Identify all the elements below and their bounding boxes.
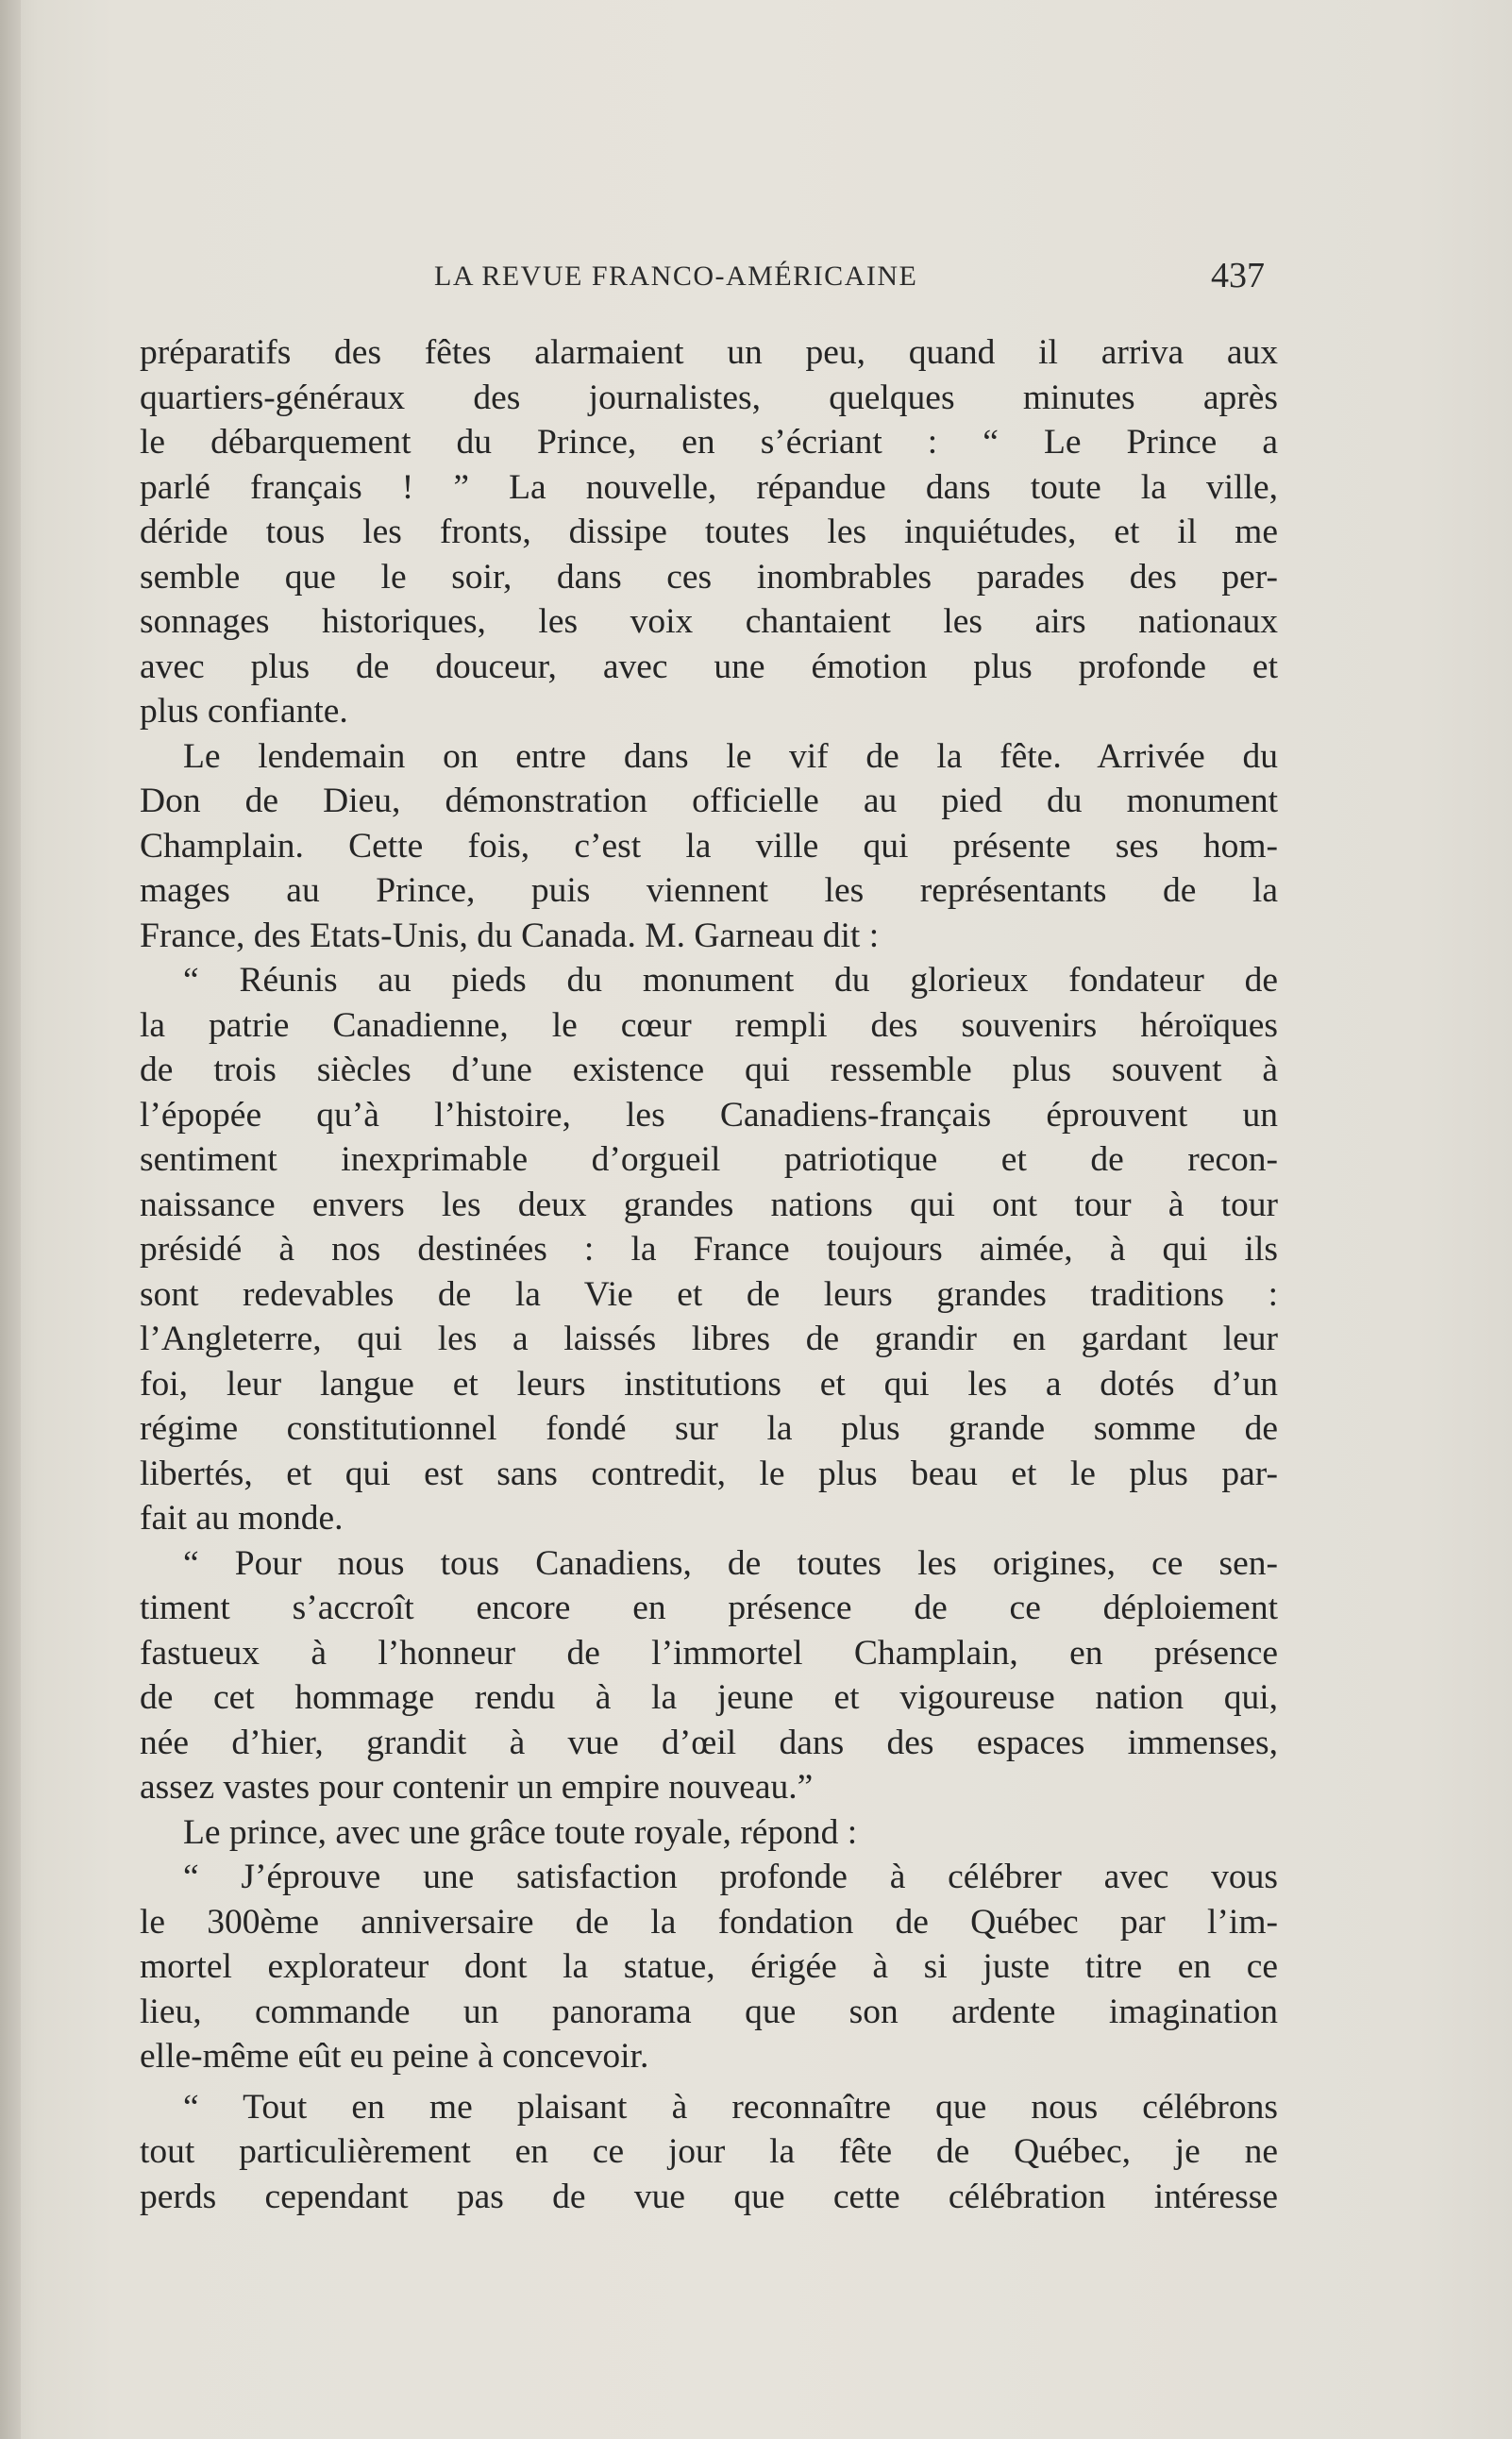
text-line: naissance envers les deux grandes nations qui ont tour à tour	[140, 1185, 1278, 1224]
page-spine-shadow	[0, 0, 21, 2439]
text-line: France, des Etats-Unis, du Canada. M. Garneau dit :	[140, 916, 880, 955]
text-line: Le prince, avec une grâce toute royale, répond :	[183, 1812, 858, 1852]
text-line: foi, leur langue et leurs institutions et qui les a dotés d’un	[140, 1364, 1278, 1404]
text-line: “ J’éprouve une satisfaction profonde à célébrer avec vous	[183, 1858, 1278, 1896]
text-line: fastueux à l’honneur de l’immortel Champlain, en présence	[140, 1633, 1278, 1673]
body-text	[140, 330, 1278, 2219]
text-line: libertés, et qui est sans contredit, le plus beau et le plus par-	[140, 1454, 1278, 1493]
text-line: l’Angleterre, qui les a laissés libres de grandir en gardant leur	[140, 1320, 1278, 1358]
text-line: avec plus de douceur, avec une émotion plus profonde et	[140, 647, 1278, 686]
page-number: 437	[1211, 256, 1265, 295]
text-line: de trois siècles d’une existence qui ressemble plus souvent à	[140, 1051, 1278, 1089]
text-line: Le lendemain on entre dans le vif de la fête. Arrivée du	[183, 736, 1278, 776]
text-line: elle-même eût eu peine à concevoir.	[140, 2037, 649, 2076]
text-line: quartiers-généraux des journalistes, quelques minutes après	[140, 378, 1278, 417]
text-line: “ Réunis au pieds du monument du glorieux fondateur de	[183, 961, 1278, 1000]
text-line: régime constitutionnel fondé sur la plus grande somme de	[140, 1409, 1278, 1448]
text-line: préparatifs des fêtes alarmaient un peu, quand il arriva aux	[140, 333, 1278, 372]
text-line: perds cependant pas de vue que cette célébration intéresse	[140, 2177, 1278, 2216]
running-title: LA REVUE FRANCO-AMÉRICAINE	[434, 261, 918, 292]
text-line: sentiment inexprimable d’orgueil patriotique et de recon-	[140, 1140, 1278, 1179]
text-line: Don de Dieu, démonstration officielle au pied du monument	[140, 782, 1278, 820]
text-line: fait au monde.	[140, 1499, 344, 1538]
text-line: mortel explorateur dont la statue, érigée à si juste titre en ce	[140, 1947, 1278, 1986]
text-line: tout particulièrement en ce jour la fête de Québec, je ne	[140, 2132, 1278, 2171]
text-line: timent s’accroît encore en présence de ce déploiement	[140, 1589, 1278, 1627]
text-line: de cet hommage rendu à la jeune et vigoureuse nation qui,	[140, 1678, 1278, 1717]
text-line: le 300ème anniversaire de la fondation de Québec par l’im-	[140, 1902, 1278, 1942]
text-line: lieu, commande un panorama que son ardente imagination	[140, 1992, 1278, 2031]
text-line: la patrie Canadienne, le cœur rempli des souvenirs héroïques	[140, 1005, 1278, 1045]
text-line: “ Pour nous tous Canadiens, de toutes les origines, ce sen-	[183, 1543, 1278, 1583]
text-line: déride tous les fronts, dissipe toutes les inquiétudes, et il me	[140, 513, 1278, 551]
text-line: “ Tout en me plaisant à reconnaître que nous célébrons	[183, 2087, 1278, 2127]
text-line: le débarquement du Prince, en s’écriant : “ Le Prince a	[140, 423, 1278, 462]
text-line: née d’hier, grandit à vue d’œil dans des espaces immenses,	[140, 1723, 1278, 1762]
text-line: parlé français ! ” La nouvelle, répandue dans toute la ville,	[140, 467, 1278, 507]
text-line: assez vastes pour contenir un empire nouveau.”	[140, 1768, 814, 1807]
text-line: l’épopée qu’à l’histoire, les Canadiens-français éprouvent un	[140, 1095, 1278, 1135]
text-line: Champlain. Cette fois, c’est la ville qui présente ses hom-	[140, 826, 1278, 866]
text-line: mages au Prince, puis viennent les représentants de la	[140, 871, 1278, 910]
text-line: plus confiante.	[140, 692, 348, 731]
text-line: présidé à nos destinées : la France toujours aimée, à qui ils	[140, 1230, 1278, 1269]
text-line: sonnages historiques, les voix chantaient les airs nationaux	[140, 602, 1278, 641]
text-line: sont redevables de la Vie et de leurs grandes traditions :	[140, 1274, 1278, 1314]
page-header	[142, 255, 1265, 302]
text-line: semble que le soir, dans ces inombrables parades des per-	[140, 557, 1278, 597]
